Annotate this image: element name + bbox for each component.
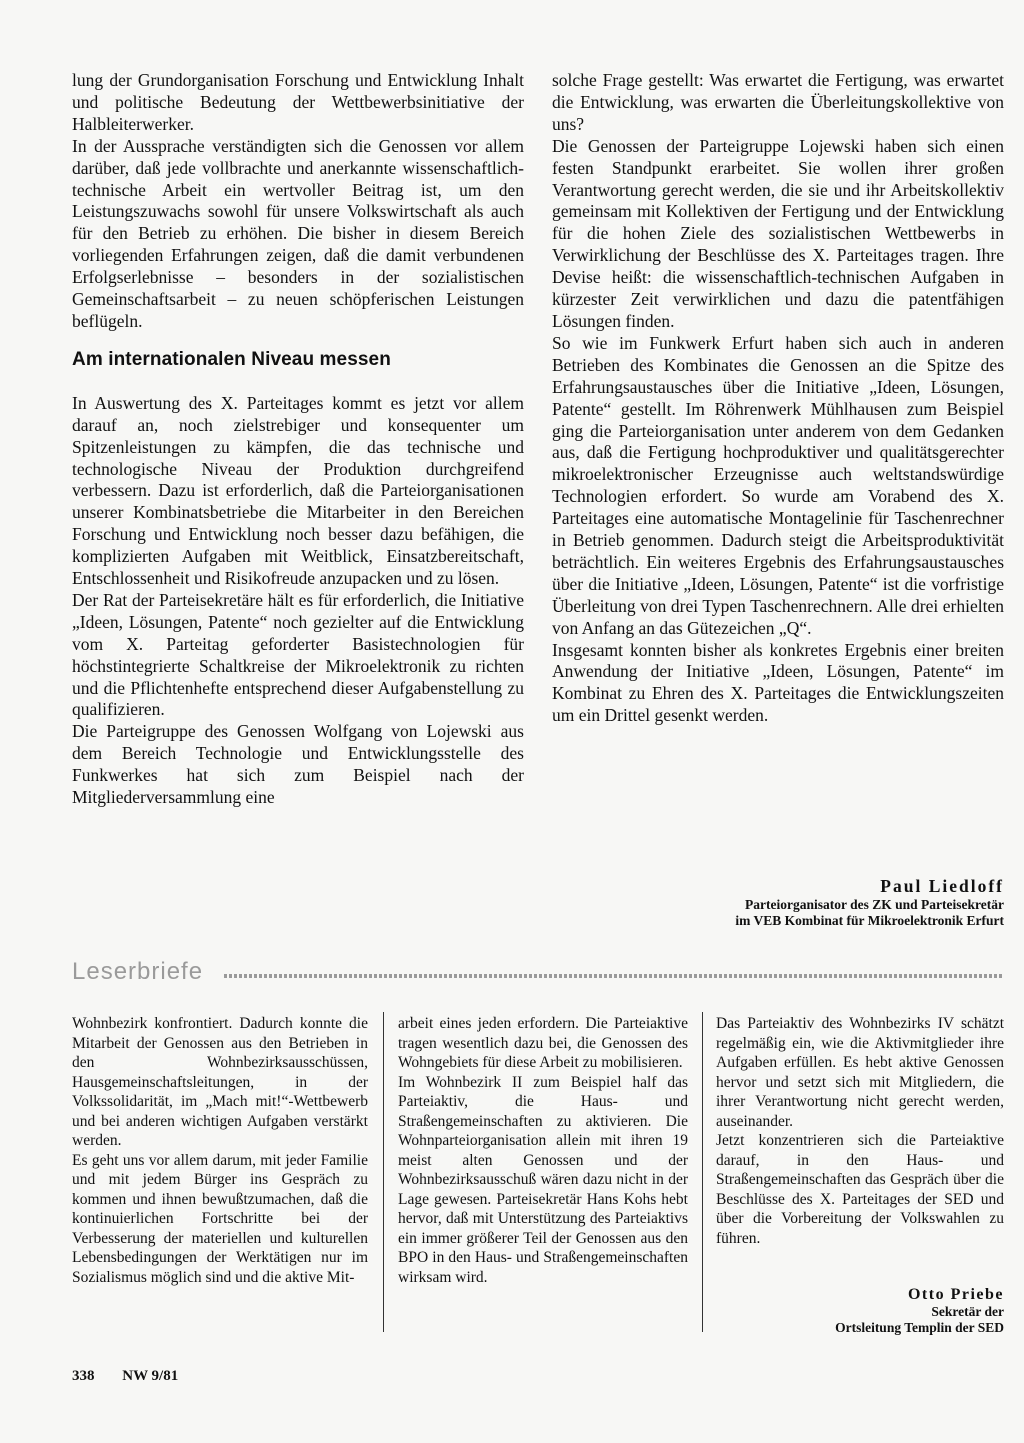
paragraph: arbeit eines jeden erfordern. Die Parteiaktive tragen wesentlich dazu bei, die Genossen des Wohngebiets für diese Arbeit zu mobilisieren. — [398, 1015, 688, 1071]
paragraph: Der Rat der Parteisekretäre hält es für erforderlich, die Initiative „Ideen, Lösungen, Patente“ noch gezielter auf die Entwicklung vom X. Parteitag geforderter Basistechnologien für höchstintegrierte Schaltkreise der Mikroelektronik zu richten und die Pflichtenhefte entsprechend dieser Aufgabenstellung zu qualifizieren. — [72, 589, 524, 720]
letters-column-1 — [72, 1014, 368, 1287]
paragraph: Wohnbezirk konfrontiert. Dadurch konnte die Mitarbeit der Genossen aus den Betrieben in den Wohnbezirksausschüssen, Hausgemeinschaftsleitungen, in der Volkssolidarität, im „Mach mit!“-Wettbewerb und bei anderen wichtigen Aufgaben verstärkt werden. — [72, 1015, 368, 1149]
letters-rule — [224, 974, 1004, 978]
letters-heading: Leserbriefe — [72, 958, 204, 985]
paragraph: Die Genossen der Parteigruppe Lojewski haben sich einen festen Standpunkt erarbeitet. Sie wollen ihrer großen Verantwortung gerecht werden, die sie und ihr Arbeitskollektiv gemeinsam mit Kollektiven der Fertigung und der Entwicklung für die hohen Ziele des sozialistischen Wettbewerbs in Verwirklichung der Beschlüsse des X. Parteitages tragen. Ihre Devise heißt: die wissenschaftlich-technischen Aufgaben in kürzester Zeit verwirklichen und dazu die patentfähigen Lösungen finden. — [552, 135, 1004, 331]
paragraph: In der Aussprache verständigten sich die Genossen vor allem darüber, daß jede vollbrachte und anerkannte wissenschaftlich-technische Arbeit ein wertvoller Beitrag ist, um den Leistungszuwachs sowohl für unsere Volkswirtschaft als auch für den Betrieb zu erhöhen. Die bisher in diesem Bereich vorliegenden Erfahrungen zeigen, daß die damit verbundenen Erfolgserlebnisse – besonders in der sozialistischen Gemeinschaftsarbeit – zu neuen schöpferischen Leistungen beflügeln. — [72, 135, 524, 331]
paragraph: Insgesamt konnten bisher als konkretes Ergebnis einer breiten Anwendung der Initiative „Ideen, Lösungen, Patente“ im Kombinat zu Ehren des X. Parteitages die Entwicklungszeiten um ein Drittel gesenkt werden. — [552, 639, 1004, 726]
author-role: Sekretär der — [931, 1304, 1004, 1319]
page-footer — [72, 1368, 202, 1385]
article-left-column — [72, 70, 524, 809]
paragraph: solche Frage gestellt: Was erwartet die Fertigung, was erwartet die Entwicklung, was erwarten die Überleitungskollektive von uns? — [552, 70, 1004, 134]
letters-column-2 — [398, 1014, 688, 1287]
page-number: 338 — [72, 1368, 95, 1384]
section-heading: Am internationalen Niveau messen — [72, 348, 391, 370]
author-role: Ortsleitung Templin der SED — [835, 1320, 1004, 1335]
paragraph: Es geht uns vor allem darum, mit jeder Familie und mit jedem Bürger ins Gespräch zu kommen und ihnen bewußtzumachen, daß die kontinuierlichen Fortschritte bei der Verbesserung der materiellen und kulturellen Lebensbedingungen der Werktätigen nur im Sozialismus möglich sind und die aktive Mit- — [72, 1151, 368, 1286]
author-name: Otto Priebe — [907, 1286, 1004, 1303]
author-role: im VEB Kombinat für Mikroelektronik Erfurt — [735, 913, 1004, 928]
paragraph: Die Parteigruppe des Genossen Wolfgang von Lojewski aus dem Bereich Technologie und Entwicklungsstelle des Funkwerkes hat sich zum Beispiel nach der Mitgliederversammlung eine — [72, 721, 524, 808]
column-divider — [383, 1012, 384, 1332]
paragraph: Im Wohnbezirk II zum Beispiel half das Parteiaktiv, die Haus- und Straßengemeinschaften zu aktivieren. Die Wohnparteiorganisation allein mit ihren 19 meist alten Genossen und der Wohnbezirksausschuß wären dazu nicht in der Lage gewesen. Parteisekretär Hans Kohs hebt hervor, daß mit Unterstützung des Parteiaktivs ein immer größerer Teil der Genossen aus den BPO in den Haus- und Straßengemeinschaften wirksam wird. — [398, 1073, 688, 1286]
column-divider — [702, 1012, 703, 1332]
author-name: Paul Liedloff — [880, 876, 1004, 896]
letter-signature — [716, 1286, 1004, 1336]
paragraph: lung der Grundorganisation Forschung und Entwicklung Inhalt und politische Bedeutung der Wettbewerbsinitiative der Halbleiterwerker. — [72, 70, 524, 134]
article-right-column — [552, 70, 1004, 727]
author-role: Parteiorganisator des ZK und Parteisekretär — [745, 897, 1004, 912]
paragraph: So wie im Funkwerk Erfurt haben sich auch in anderen Betrieben des Kombinates die Genossen an die Spitze des Erfahrungsaustausches über die Initiative „Ideen, Lösungen, Patente“ gestellt. Im Röhrenwerk Mühlhausen zum Beispiel ging die Parteiorganisation unter anderem von dem Gedanken aus, daß die Fertigung hochproduktiver und qualitätsgerechter mikroelektronischer Erzeugnisse auch weltstandswürdige Technologien erfordert. So wurde am Vorabend des X. Parteitages eine automatische Montagelinie für Taschenrechner in Betrieb genommen. Dadurch steigt die Arbeitsproduktivität beträchtlich. Ein weiteres Ergebnis des Erfahrungsaustausches über die Initiative „Ideen, Lösungen, Patente“ ist die vorfristige Überleitung von drei Typen Taschenrechnern. Alle drei erhielten von Anfang an das Gütezeichen „Q“. — [552, 332, 1004, 638]
article-signature — [552, 876, 1004, 929]
paragraph: In Auswertung des X. Parteitages kommt es jetzt vor allem darauf an, noch zielstrebiger und konsequenter um Spitzenleistungen zu kämpfen, die das technische und technologische Niveau der Produktion durchgreifend verbessern. Dazu ist erforderlich, daß die Parteiorganisationen unserer Kombinatsbetriebe die Mitarbeiter in den Bereichen Forschung und Entwicklung noch besser dazu befähigen, die komplizierten Aufgaben mit Weitblick, Einsatzbereitschaft, Entschlossenheit und Risikofreude anzupacken und zu lösen. — [72, 392, 524, 589]
paragraph: Das Parteiaktiv des Wohnbezirks IV schätzt regelmäßig ein, wie die Aktivmitglieder ihre Aufgaben erfüllen. Es hebt aktive Genossen hervor und setzt sich mit Mitgliedern, die ihrer Verantwortung nicht gerecht werden, auseinander. — [716, 1015, 1004, 1130]
paragraph: Jetzt konzentrieren sich die Parteiaktive darauf, in den Haus- und Straßengemeinschaften das Gespräch über die Beschlüsse des X. Parteitages der SED und über die Vorbereitung der Volkswahlen zu führen. — [716, 1132, 1004, 1247]
letters-header — [72, 958, 1004, 988]
issue-label: NW 9/81 — [122, 1368, 179, 1384]
letters-column-3 — [716, 1014, 1004, 1248]
